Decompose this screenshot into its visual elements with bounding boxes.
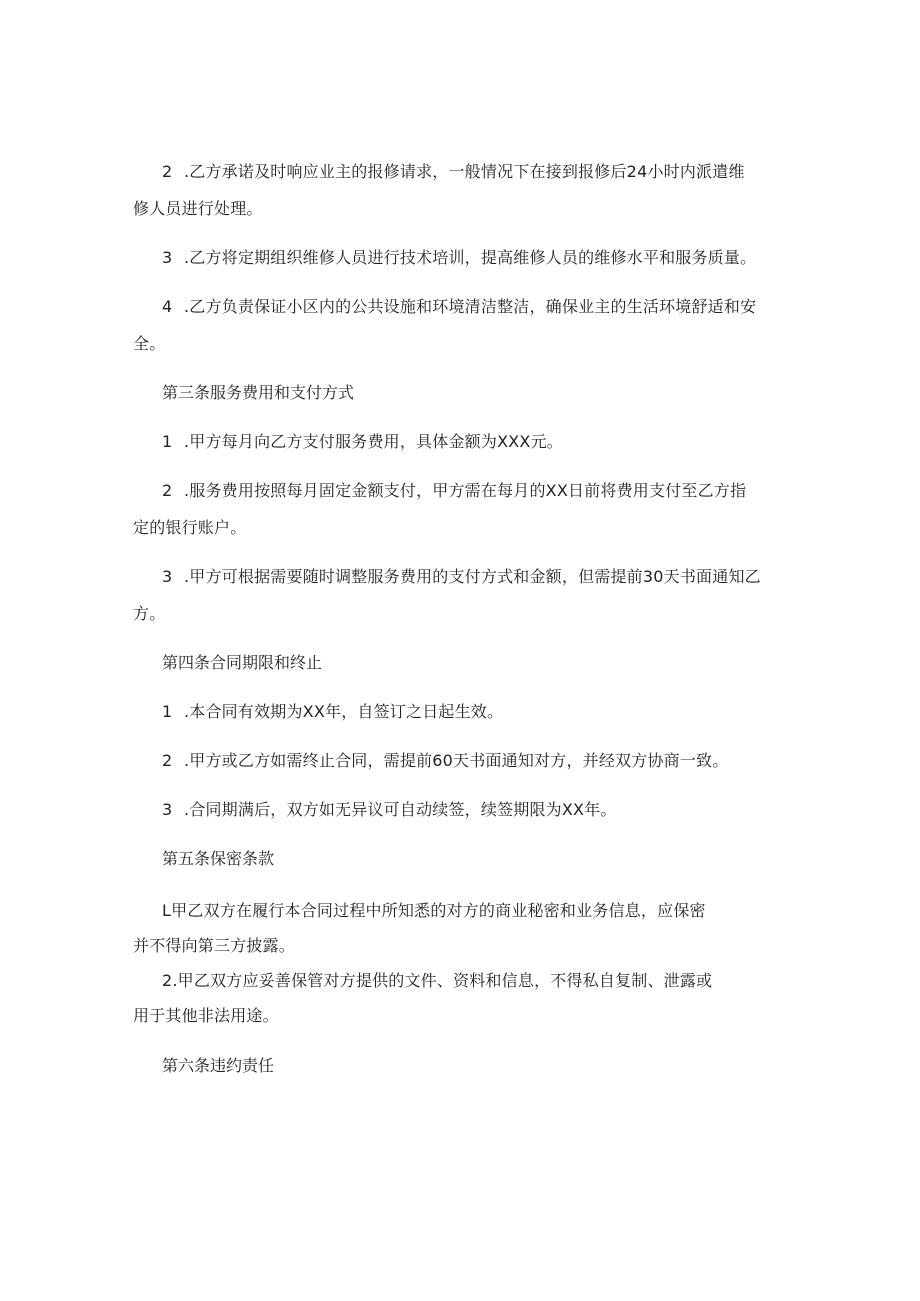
clause-text: .乙方承诺及时响应业主的报修请求，一般情况下在接到报修后24小时内派遣维 — [184, 162, 745, 181]
clause-number: 3 — [162, 567, 173, 586]
section-3-title: 第三条服务费用和支付方式 — [162, 383, 355, 402]
clause-2-3-line-1 — [162, 248, 756, 268]
clause-number: 3 — [162, 248, 173, 267]
clause-number: 2 — [162, 481, 173, 500]
clause-number: 3 — [162, 800, 173, 819]
clause-2-4-line-1 — [162, 297, 756, 317]
clause-number: 2 — [162, 162, 173, 181]
clause-text: .合同期满后，双方如无异议可自动续签，续签期限为XX年。 — [184, 800, 617, 819]
section-4-title: 第四条合同期限和终止 — [162, 653, 323, 672]
section-6-title: 第六条违约责任 — [162, 1056, 275, 1075]
clause-2-2-line-2: 修人员进行处理。 — [133, 199, 263, 218]
clause-5-1-line-1: L甲乙双方在履行本合同过程中所知悉的对方的商业秘密和业务信息，应保密 — [162, 901, 706, 920]
clause-number: 4 — [162, 297, 173, 316]
clause-3-1-line-1 — [162, 432, 563, 452]
clause-text: .乙方将定期组织维修人员进行技术培训，提高维修人员的维修水平和服务质量。 — [184, 248, 757, 267]
clause-number: 1 — [162, 702, 173, 721]
clause-5-2-line-2: 用于其他非法用途。 — [133, 1006, 279, 1025]
clause-text: .甲方每月向乙方支付服务费用，具体金额为XXX元。 — [184, 432, 563, 451]
clause-text: .服务费用按照每月固定金额支付，甲方需在每月的XX日前将费用支付至乙方指 — [184, 481, 747, 500]
clause-5-2-line-1: 2.甲乙双方应妥善保管对方提供的文件、资料和信息，不得私自复制、泄露或 — [162, 971, 713, 990]
clause-number: 1 — [162, 432, 173, 451]
clause-text: .本合同有效期为XX年，自签订之日起生效。 — [184, 702, 504, 721]
clause-3-2-line-2: 定的银行账户。 — [133, 518, 247, 537]
clause-3-3-line-2: 方。 — [133, 604, 166, 623]
clause-4-3-line-1 — [162, 800, 617, 820]
clause-3-3-line-1 — [162, 567, 761, 587]
clause-number: 2 — [162, 751, 173, 770]
clause-2-4-line-2: 全。 — [133, 334, 166, 353]
clause-text: .甲方可根据需要随时调整服务费用的支付方式和金额，但需提前30天书面通知乙 — [184, 567, 761, 586]
clause-4-1-line-1 — [162, 702, 503, 722]
section-5-title: 第五条保密条款 — [162, 849, 275, 868]
clause-4-2-line-1 — [162, 751, 728, 771]
clause-3-2-line-1 — [162, 481, 746, 501]
clause-text: .甲方或乙方如需终止合同，需提前60天书面通知对方，并经双方协商一致。 — [184, 751, 729, 770]
clause-5-1-line-2: 并不得向第三方披露。 — [133, 936, 296, 955]
clause-text: .乙方负责保证小区内的公共设施和环境清洁整洁，确保业主的生活环境舒适和安 — [184, 297, 757, 316]
clause-2-2-line-1 — [162, 162, 745, 182]
